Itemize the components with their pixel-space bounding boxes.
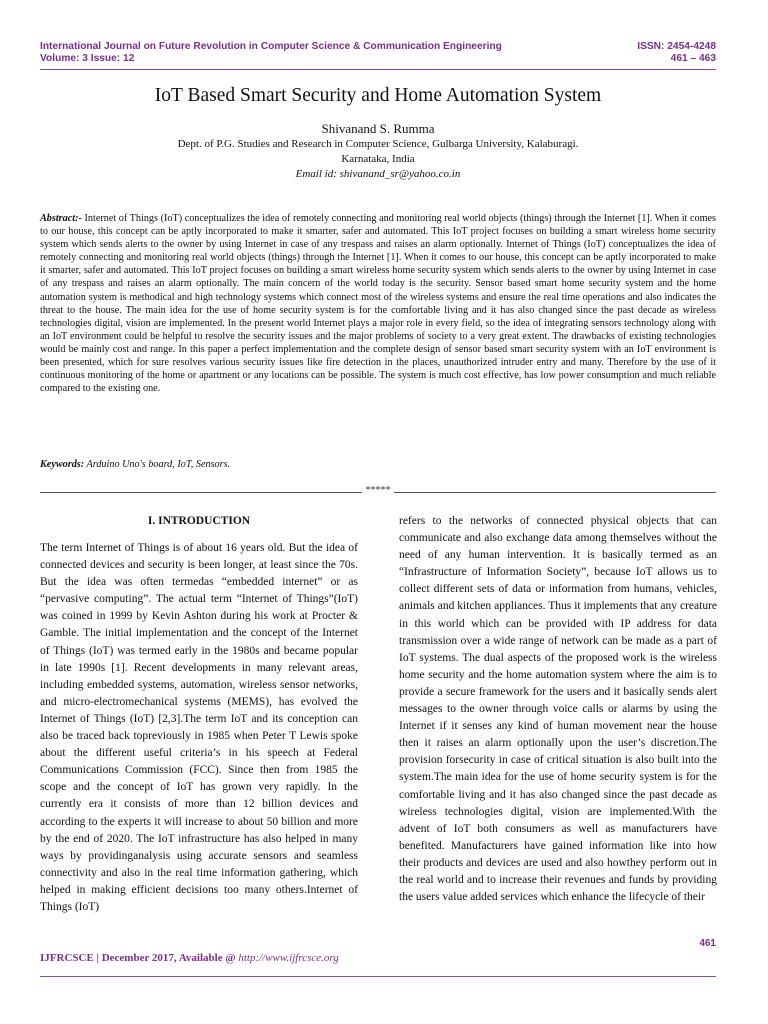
journal-url-link[interactable]: http://www.ijfrcsce.org — [238, 952, 339, 964]
keywords-value: Arduino Uno's board, IoT, Sensors. — [84, 459, 231, 470]
abstract-label: Abstract:- — [40, 213, 82, 224]
issn: ISSN: 2454-4248 — [637, 41, 716, 52]
separator-line-right — [394, 492, 716, 493]
keywords-label: Keywords: — [40, 459, 85, 470]
author-name: Shivanand S. Rumma — [321, 121, 435, 136]
column-right — [399, 513, 717, 906]
section-heading-introduction: I. INTRODUCTION — [147, 515, 251, 527]
abstract-text: Internet of Things (IoT) conceptualizes the idea of remotely connecting and monitoring real world objects (things) through the Internet [1]. When it comes to our house, this concept can be aptly incorporated to make it smarter, safer and automated. This IoT project focuses on building a smart wireless home security system which sends alerts to the owner by using Internet in case of any trespass and raises an alarm optionally. Internet of Things (IoT) conceptualizes the idea of remotely connecting and monitoring real world objects (things) through the Internet [1]. When it comes to our house, this concept can be aptly incorporated to make it smarter, safer and automated. This IoT project focuses on building a smart wireless home security system which sends alerts to the owner by using Internet in case of any trespass and raises an alarm optionally. The main concern of the world today is the security. Sensor based smart home security system and the home automation system is methodical and high technology systems which connect most of the wireless systems and ensure the real time operations and also indicates the threat to the house. The main idea for the use of home security system is for the comfortable living and it has also changed since the past decade as wireless technologies digital, vision are implemented. In the present world Internet plays a major role in every field, so the idea of integrating sensors technology along with an IoT environment could be helpful to resolve the security issues and the major problems of society to a very great extent. The drawbacks of existing technologies would be mainly cost and range. In this paper a perfect implementation and the complete design of sensor based smart security system with an IoT environment is been presented, which for sure resolves various security issues like fire detection in the places, unauthorized intruder entry and many. Therefore by the use of it continuous monitoring of the home or apartment or any locations can be possible. The system is much cost effective, has low power consumption and much reliable compared to the existing one. — [40, 213, 716, 395]
intro-paragraph-left: The term Internet of Things is of about 16 years old. But the idea of connected devices and security is been longer, at least since the 70s. But the idea was often termedas “embedded internet” or as “pervasive computing”. The actual term “Internet of Things”(IoT) was coined in 1999 by Kevin Ashton during his work at Procter & Gamble. The initial implementation and the concept of the Internet of Things (IoT) was termed early in the 1980s and became popular in late 1990s [1]. Recent developments in many relevant areas, including embedded systems, automation, wireless sensor networks, and micro-electromechanical systems (MEMS), has evolved the Internet of Things (IoT) [2,3].The term IoT and its conception can also be traced back topreviously in 1985 when Peter T Lewis spoke about the different useful criteria’s in his speech at Federal Communications Commission (FCC). Since then from 1985 the scope and the concept of IoT has grown very rapidly. In the currently era it consists of more than 12 billion devices and according to the experts it will increase to about 50 billion and more by the end of 2020. The IoT infrastructure has also helped in many ways by providinganalysis using accurate sensors and seamless connectivity and also in the real time information gathering, which helped in making efficient decisions too many others.Internet of Things (IoT) — [40, 542, 358, 913]
footer-divider — [40, 976, 716, 977]
footer-journal: IJFRCSCE | December 2017, Available @ — [40, 952, 239, 964]
volume-issue: Volume: 3 Issue: 12 — [40, 53, 135, 64]
intro-paragraph-right: refers to the networks of connected physical objects that can communicate and also exchange data among themselves without the need of any human intervention. It is basically termed as an “Infrastructure of Information Society”, because IoT allows us to collect different sets of data or information from humans, vehicles, animals and kitchen appliances. Thus it implements that any creature in this world which can be provided with IP address for data transmission over a wide range of network can be made as a part of IoT systems. The dual aspects of the proposed work is the wireless home security and the home automation system where the aim is to provide a secure framework for the users and it basically sends alert messages to the owner through voice calls or alarms by using the Internet if it senses any kind of human movement near the house then it raises an alarm optionally upon the user’s discretion.The provision forsecurity in case of critical situation is also built into the system.The main idea for the use of home security system is for the comfortable living and it has also changed since the past decade as wireless technologies digital, vision are implemented.With the advent of IoT both consumers as well as manufacturers have benefited. Manufacturers have gained information like into how their products and devices are used and also howthey perform out in the real world and to increase their revenues and funds by providing the users value added services which enhance the lifecycle of their — [399, 515, 717, 904]
author-email: Email id: shivanand_sr@yahoo.co.in — [295, 168, 461, 180]
header-divider — [40, 69, 716, 70]
affiliation-dept: Dept. of P.G. Studies and Research in Computer Science, Gulbarga University, Kalaburagi. — [177, 138, 579, 150]
page-range: 461 – 463 — [670, 53, 716, 64]
header-left — [40, 41, 502, 65]
section-separator — [40, 484, 716, 498]
separator-line-left — [40, 492, 362, 493]
footer-info — [40, 952, 339, 964]
separator-stars: ***** — [365, 485, 391, 496]
journal-name: International Journal on Future Revolution in Computer Science & Communication Engineering — [40, 41, 502, 52]
abstract — [40, 212, 716, 395]
affiliation-location: Karnataka, India — [341, 153, 415, 165]
column-left — [40, 513, 358, 916]
keywords — [40, 458, 716, 472]
page-number: 461 — [699, 938, 716, 949]
affiliation — [40, 137, 716, 182]
header-right — [637, 41, 716, 65]
paper-title: IoT Based Smart Security and Home Automation System — [154, 85, 602, 106]
